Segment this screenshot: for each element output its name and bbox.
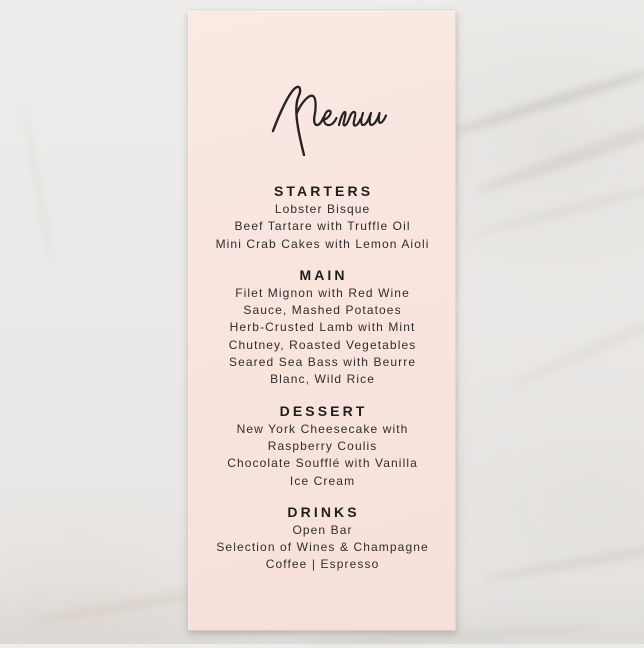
section-heading-dessert: DESSERT (279, 402, 368, 419)
menu-item-line: Lobster Bisque (274, 202, 371, 216)
menu-item-line: Chocolate Soufflé with Vanilla (227, 456, 418, 471)
menu-script-drawing (269, 83, 389, 161)
menu-card (188, 11, 456, 631)
menu-item-line: Ice Cream (289, 473, 356, 488)
section-heading-main: MAIN (299, 266, 348, 283)
menu-script-title (269, 83, 389, 161)
menu-item-line: Sauce, Mashed Potatoes (243, 303, 402, 318)
menu-sections (188, 181, 456, 586)
menu-item-line: Mini Crab Cakes with Lemon Aioli (215, 236, 430, 251)
menu-item-line: Seared Sea Bass with Beurre (228, 355, 417, 370)
menu-item-line: New York Cheesecake with (236, 421, 409, 436)
menu-item-line: Blanc, Wild Rice (270, 372, 376, 387)
section-heading-drinks: DRINKS (287, 503, 360, 520)
menu-section-drinks (188, 502, 456, 574)
menu-item-line: Beef Tartare with Truffle Oil (234, 219, 411, 234)
menu-item-line: Chutney, Roasted Vegetables (228, 337, 417, 352)
menu-item-line: Coffee | Espresso (265, 557, 380, 572)
marble-vein (479, 537, 644, 585)
menu-item-line: Selection of Wines & Champagne (216, 540, 429, 555)
marble-vein (20, 107, 56, 266)
menu-item-line: Open Bar (292, 522, 353, 537)
menu-title-text (269, 161, 270, 162)
menu-section-starters (188, 181, 456, 253)
marble-vein (506, 284, 644, 393)
menu-item-line: Raspberry Coulis (267, 438, 378, 453)
marble-vein (468, 182, 644, 239)
marble-vein (444, 63, 644, 140)
menu-item-line: Filet Mignon with Red Wine (235, 285, 410, 300)
menu-section-dessert (188, 401, 456, 490)
menu-section-main (188, 265, 456, 389)
menu-item-line: Herb-Crusted Lamb with Mint (229, 320, 416, 335)
section-heading-starters: STARTERS (273, 183, 374, 199)
marble-vein (473, 100, 644, 198)
